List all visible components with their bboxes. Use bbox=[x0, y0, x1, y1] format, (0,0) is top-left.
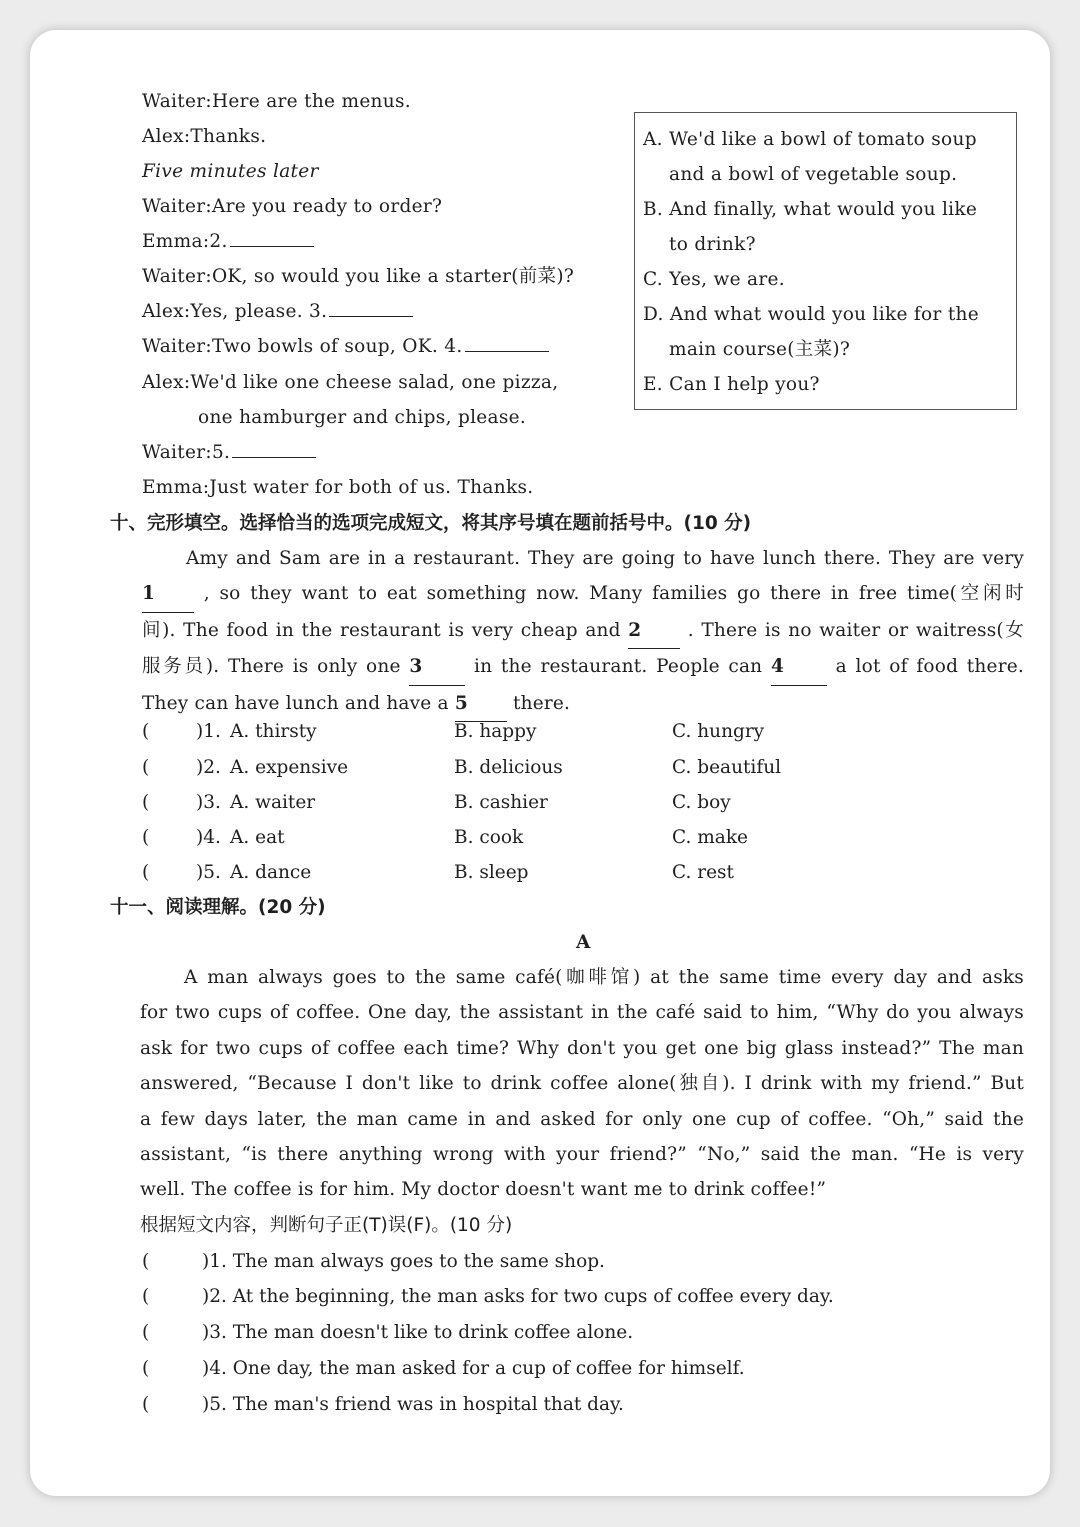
instruction: 根据短文内容，判断句子正(T)误(F)。(10 分) bbox=[140, 1215, 513, 1236]
dialogue-line: Waiter:Are you ready to order? bbox=[142, 196, 443, 217]
answer-blank[interactable] bbox=[465, 351, 549, 352]
dialogue-line: Alex:Thanks. bbox=[142, 126, 267, 147]
dialogue-line: Emma:Just water for both of us. Thanks. bbox=[142, 477, 534, 498]
dialogue-line: Waiter:OK, so would you like a starter(前菜)? bbox=[142, 266, 575, 287]
dialogue-line: Waiter:5. bbox=[142, 441, 316, 465]
tf-statement: ( )3. The man doesn't like to drink coffee alone. bbox=[142, 1322, 634, 1343]
tf-statement: ( )2. At the beginning, the man asks for two cups of coffee every day. bbox=[142, 1286, 834, 1307]
dialogue-continuation: one hamburger and chips, please. bbox=[198, 407, 527, 428]
dialogue-line: Waiter:Two bowls of soup, OK. 4. bbox=[142, 335, 549, 359]
dialogue-line: Alex:We'd like one cheese salad, one pizza, bbox=[142, 372, 559, 393]
option-d: D. And what would you like for the bbox=[643, 304, 980, 325]
dialogue-line: Waiter:Here are the menus. bbox=[142, 91, 411, 112]
cloze-blank[interactable]: 5 bbox=[455, 686, 507, 722]
option-a: A. We'd like a bowl of tomato soup bbox=[643, 129, 977, 150]
answer-blank[interactable] bbox=[232, 457, 316, 458]
cloze-passage: Amy and Sam are in a restaurant. They are going to have lunch there. They are very 1 , so they want to eat something now. Many families go there in free time(空闲时 间). The food in the restaurant is very cheap and 2 . There is no waiter or waitress(女 服务员). There is only one 3 in the restaurant. People can 4 a lot of food there. They can have lunch and have a 5 there. bbox=[142, 541, 1024, 722]
cloze-blank[interactable]: 2 bbox=[628, 613, 680, 649]
cloze-blank[interactable]: 4 bbox=[771, 649, 827, 685]
option-d-cont: main course(主菜)? bbox=[669, 339, 851, 360]
option-b-cont: to drink? bbox=[669, 234, 756, 255]
option-a-cont: and a bowl of vegetable soup. bbox=[669, 164, 958, 185]
cloze-question: ( )3. A. waiter B. cashier C. boy bbox=[142, 792, 731, 813]
cloze-blank[interactable]: 3 bbox=[409, 649, 465, 685]
option-b: B. And finally, what would you like bbox=[643, 199, 978, 220]
worksheet-page bbox=[30, 30, 1050, 1496]
stage-direction: Five minutes later bbox=[142, 161, 319, 182]
tf-statement: ( )5. The man's friend was in hospital that day. bbox=[142, 1394, 624, 1415]
cloze-question: ( )1. A. thirsty B. happy C. hungry bbox=[142, 721, 765, 742]
cloze-question: ( )5. A. dance B. sleep C. rest bbox=[142, 862, 734, 883]
reading-passage: A man always goes to the same café(咖啡馆) at the same time every day and asks for two cups of coffee. One day, the assistant in the café said to him, “Why do you always ask for two cups of coffee each time? Why don't you get one big glass instead?” The man answered, “Because I don't like to drink coffee alone(独自). I drink with my friend.” But a few days later, the man came in and asked for only one cup of coffee. “Oh,” said the assistant, “is there anything wrong with your friend?” “No,” said the man. “He is very well. The coffee is for him. My doctor doesn't want me to drink coffee!” bbox=[140, 967, 1024, 1201]
option-c: C. Yes, we are. bbox=[643, 269, 785, 290]
dialogue-line: Alex:Yes, please. 3. bbox=[142, 300, 413, 324]
answer-blank[interactable] bbox=[230, 246, 314, 247]
dialogue-line: Emma:2. bbox=[142, 230, 314, 254]
tf-statement: ( )4. One day, the man asked for a cup of coffee for himself. bbox=[142, 1358, 745, 1379]
section-heading: 十、完形填空。选择恰当的选项完成短文，将其序号填在题前括号中。(10 分) bbox=[110, 513, 752, 534]
tf-statement: ( )1. The man always goes to the same shop. bbox=[142, 1251, 605, 1272]
answer-blank[interactable] bbox=[329, 316, 413, 317]
options-box bbox=[634, 112, 1017, 410]
cloze-blank[interactable]: 1 bbox=[142, 576, 194, 612]
cloze-question: ( )2. A. expensive B. delicious C. beautiful bbox=[142, 757, 782, 778]
passage-label: A bbox=[576, 932, 591, 953]
option-e: E. Can I help you? bbox=[643, 374, 820, 395]
section-heading: 十一、阅读理解。(20 分) bbox=[110, 897, 326, 918]
cloze-question: ( )4. A. eat B. cook C. make bbox=[142, 827, 748, 848]
